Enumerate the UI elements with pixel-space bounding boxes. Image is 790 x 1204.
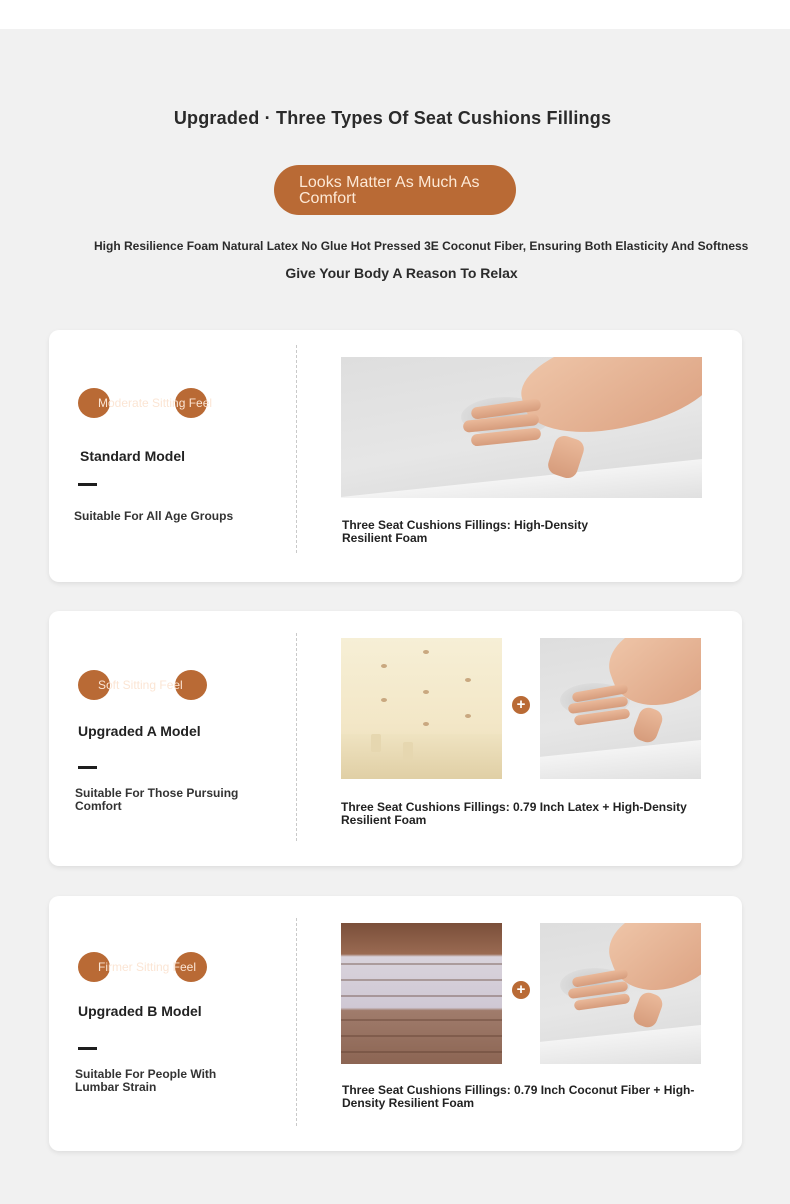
filling-caption: Three Seat Cushions Fillings: High-Density Resilient Foam (342, 518, 589, 545)
card-divider (296, 633, 297, 841)
suitable-text: Suitable For People With Lumbar Strain (75, 1067, 217, 1094)
model-name: Upgraded A Model (78, 723, 201, 739)
plus-icon: + (512, 696, 530, 714)
feel-label: Moderate Sitting Feel (98, 396, 213, 410)
feel-badge (78, 388, 213, 418)
feel-badge (78, 670, 208, 700)
coconut-fiber-photo (341, 923, 502, 1064)
filling-caption: Three Seat Cushions Fillings: 0.79 Inch Coconut Fiber + High-Density Resilient Foam (342, 1083, 695, 1110)
model-card-upgraded-a (49, 611, 742, 866)
card-divider (296, 918, 297, 1126)
feel-label: Firmer Sitting Feel (98, 960, 197, 974)
top-bar (0, 0, 790, 29)
foam-photo (540, 638, 701, 779)
model-name: Upgraded B Model (78, 1003, 202, 1019)
tagline: Give Your Body A Reason To Relax (285, 265, 518, 281)
foam-photo (540, 923, 701, 1064)
foam-photo (341, 357, 702, 498)
model-name: Standard Model (80, 448, 186, 464)
slogan-pill (274, 165, 516, 215)
feel-badge (78, 952, 208, 982)
filling-caption: Three Seat Cushions Fillings: 0.79 Inch Latex + High-Density Resilient Foam (341, 800, 687, 827)
latex-photo (341, 638, 502, 779)
title-dash (78, 1047, 97, 1050)
slogan-text: Looks Matter As Much As Comfort (299, 174, 480, 207)
title-dash (78, 766, 97, 769)
plus-icon: + (512, 981, 530, 999)
page-title: Upgraded · Three Types Of Seat Cushions Fillings (173, 108, 612, 128)
feel-label: Soft Sitting Feel (98, 678, 183, 692)
model-card-standard (49, 330, 742, 582)
suitable-text: Suitable For All Age Groups (74, 509, 234, 523)
suitable-text: Suitable For Those Pursuing Comfort (75, 786, 239, 813)
card-divider (296, 345, 297, 553)
model-card-upgraded-b (49, 896, 742, 1151)
title-dash (78, 483, 97, 486)
subtitle: High Resilience Foam Natural Latex No Glue Hot Pressed 3E Coconut Fiber, Ensuring Both Elasticity And Softness (94, 239, 749, 253)
